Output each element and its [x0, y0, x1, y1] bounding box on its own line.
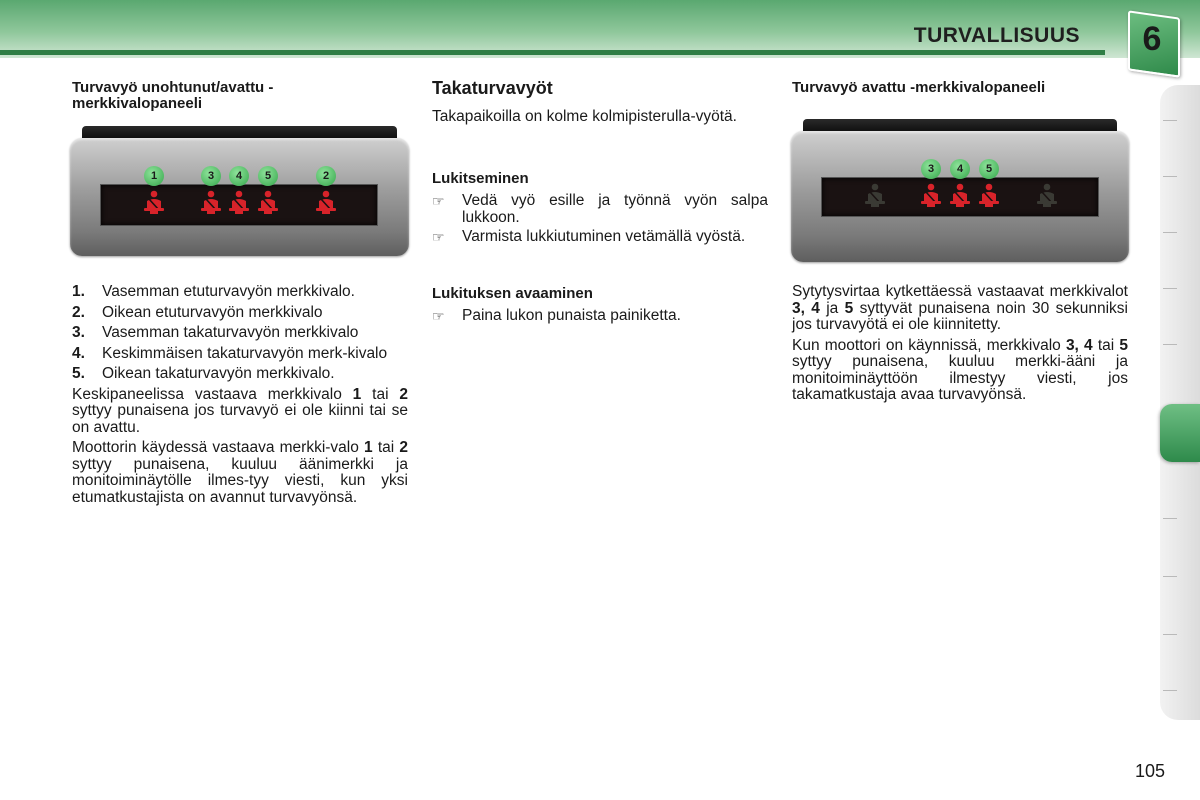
- seatbelt-warning-icon: [199, 190, 223, 221]
- side-index-divider: [1163, 634, 1177, 635]
- seatbelt-warning-icon: [227, 190, 251, 221]
- indicator-number-badge: 1: [144, 166, 164, 186]
- list-item: ☞ Paina lukon punaista painiketta.: [432, 306, 681, 324]
- chapter-number: 6: [1142, 20, 1162, 58]
- right-column: [792, 80, 1128, 96]
- middle-column: [432, 80, 768, 327]
- list-item: ☞ Varmista lukkiutuminen vetämällä vyöstä.: [432, 228, 746, 245]
- pointing-hand-icon: ☞: [432, 193, 445, 209]
- list-item: 1. Vasemman etuturvavyön merkkivalo.: [72, 283, 355, 300]
- seatbelt-warning-panel-rear: [791, 119, 1129, 262]
- right-text-block: [792, 284, 1128, 406]
- pointing-hand-icon: ☞: [432, 229, 445, 245]
- seatbelt-warning-icon: [142, 190, 166, 221]
- header-rule: [0, 50, 1105, 55]
- side-index-divider: [1163, 690, 1177, 691]
- page-number: 105: [1135, 761, 1166, 781]
- seatbelt-warning-icon: [948, 183, 972, 214]
- list-item: 5. Oikean takaturvavyön merkkivalo.: [72, 365, 335, 382]
- indicator-number-badge: 4: [950, 159, 970, 179]
- side-thumb-index: [1160, 85, 1200, 720]
- list-item: 3. Vasemman takaturvavyön merkkivalo: [72, 324, 359, 341]
- left-panel-title: Turvavyö unohtunut/avattu -merkkivalopaneeli: [72, 79, 274, 112]
- seatbelt-warning-icon: [919, 183, 943, 214]
- seatbelt-warning-icon: [863, 183, 887, 214]
- seatbelt-warning-icon: [314, 190, 338, 221]
- seatbelt-warning-icon: [1035, 183, 1059, 214]
- seatbelt-warning-icon: [977, 183, 1001, 214]
- indicator-number-badge: 2: [316, 166, 336, 186]
- right-panel-title: Turvavyö avattu -merkkivalopaneeli: [792, 79, 1046, 96]
- side-index-active-tab[interactable]: [1160, 404, 1200, 462]
- pointing-hand-icon: ☞: [432, 307, 445, 324]
- side-index-divider: [1163, 576, 1177, 577]
- front-indicator-paragraph: Keskipaneelissa vastaava merkkivalo 1 tai 2 syttyy punaisena jos turvavyö ei ole kiinni tai se on avattu.: [72, 385, 408, 436]
- section-title: TURVALLISUUS: [913, 24, 1080, 47]
- locking-heading: Lukitseminen: [432, 170, 529, 187]
- indicator-number-badge: 5: [979, 159, 999, 179]
- side-index-divider: [1163, 288, 1177, 289]
- unlocking-heading: Lukituksen avaaminen: [432, 284, 593, 302]
- locking-steps: [432, 193, 768, 246]
- list-item: 4. Keskimmäisen takaturvavyön merk-kivalo: [72, 344, 388, 362]
- side-index-divider: [1163, 232, 1177, 233]
- rear-belts-intro: Takapaikoilla on kolme kolmipisterulla-vyötä.: [432, 107, 737, 125]
- list-item: 2. Oikean etuturvavyön merkkivalo: [72, 303, 323, 321]
- indicator-list: [72, 284, 408, 383]
- seatbelt-warning-icon: [256, 190, 280, 221]
- side-index-divider: [1163, 518, 1177, 519]
- side-index-divider: [1163, 176, 1177, 177]
- unlocking-steps: [432, 308, 768, 325]
- side-index-divider: [1163, 344, 1177, 345]
- indicator-number-badge: 3: [921, 159, 941, 179]
- seatbelt-warning-panel-front: [70, 126, 409, 256]
- indicator-number-badge: 3: [201, 166, 221, 186]
- list-item: ☞ Vedä vyö esille ja työnnä vyön salpa lukkoon.: [432, 192, 768, 226]
- rear-engine-running-paragraph: Kun moottori on käynnissä, merkkivalo 3, 4 tai 5 syttyy punaisena, kuuluu merkki-ääni ja monitoiminäyttöön ilmestyy viesti, jos takamatkustaja avaa turvavyönsä.: [792, 336, 1128, 403]
- left-column: [72, 80, 408, 112]
- indicator-number-badge: 5: [258, 166, 278, 186]
- indicator-number-badge: 4: [229, 166, 249, 186]
- left-text-block: [72, 284, 408, 508]
- rear-belts-heading: Takaturvavyöt: [432, 78, 553, 98]
- side-index-divider: [1163, 120, 1177, 121]
- rear-ignition-paragraph: Sytytysvirtaa kytkettäessä vastaavat merkkivalot 3, 4 ja 5 syttyvät punaisena noin 30 sekunniksi jos turvavyötä ei ole kiinnitetty.: [792, 283, 1128, 333]
- front-engine-running-paragraph: Moottorin käydessä vastaava merkki-valo 1 tai 2 syttyy punaisena, kuuluu äänimerkki ja monitoiminäytölle ilmes-tyy viesti, kun yksi etumatkustajista on avannut turvavyönsä.: [72, 439, 409, 506]
